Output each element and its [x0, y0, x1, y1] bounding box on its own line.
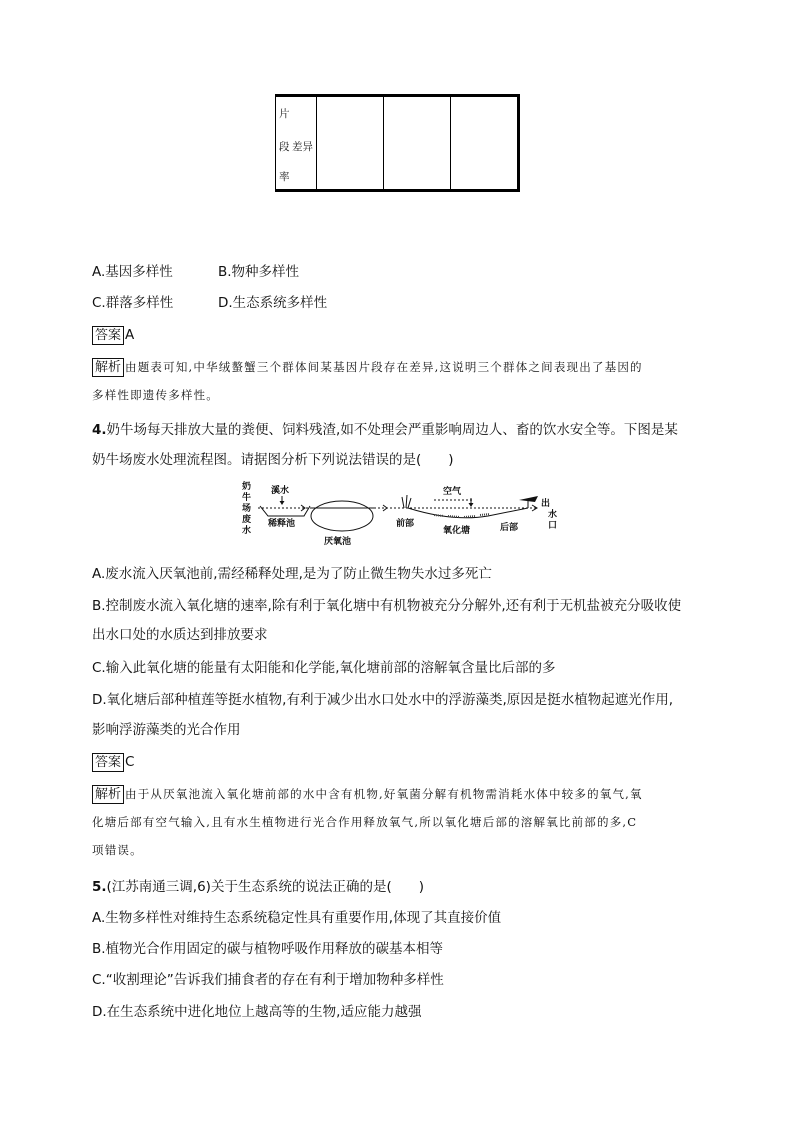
diagram-air-label: 空气 [443, 487, 462, 497]
diagram-stream-label: 溪水 [271, 486, 290, 496]
analysis-text: 由于从厌氧池流入氧化塘前部的水中含有机物,好氧菌分解有机物需消耗水体中较多的氧气,氧 [125, 787, 643, 801]
q4-option-a: A.废水流入厌氧池前,需经稀释处理,是为了防止微生物失水过多死亡 [92, 566, 492, 582]
analysis-text: 化塘后部有空气输入,且有水生植物进行光合作用释放氧气,所以氧化塘后部的溶解氧比前部的多,C [92, 815, 638, 829]
row-header-char: 率 [279, 171, 290, 183]
diagram-source-char: 水 [242, 526, 252, 536]
diagram-outlet-char: 口 [548, 521, 558, 531]
analysis-text: 由题表可知,中华绒螯蟹三个群体间某基因片段存在差异,这说明三个群体之间表现出了基因的 [125, 360, 643, 374]
q5-option-a: A.生物多样性对维持生态系统稳定性具有重要作用,体现了其直接价值 [92, 910, 502, 926]
q4-stem-line1 [92, 420, 678, 440]
analysis-text: 多样性即遗传多样性。 [92, 388, 219, 402]
diagram-outlet-char: 出 [541, 499, 551, 509]
diagram-source-char: 废 [242, 515, 252, 525]
q3-option-b: B.物种多样性 [218, 264, 300, 280]
q4-option-d-line2: 影响浮游藻类的光合作用 [92, 722, 241, 738]
q3-option-d: D.生态系统多样性 [218, 295, 328, 311]
q5-stem-text: (江苏南通三调,6)关于生态系统的说法正确的是( ) [106, 879, 424, 895]
answer-label: 答案 [92, 753, 124, 772]
row-header-char: 差异 [292, 141, 313, 153]
answer-label: 答案 [92, 326, 124, 345]
diagram-source-char: 场 [242, 504, 252, 514]
q4-answer [92, 752, 134, 772]
q4-option-b-line1: B.控制废水流入氧化塘的速率,除有利于氧化塘中有机物被充分分解外,还有利于无机盐被充分吸收使 [92, 598, 682, 614]
table-cell [451, 96, 519, 191]
q3-analysis [92, 353, 704, 409]
q5-option-c: C.“收割理论”告诉我们捕食者的存在有利于增加物种多样性 [92, 972, 444, 988]
stream-arrow-head [280, 501, 285, 505]
diagram-source-char: 牛 [242, 493, 252, 503]
question-number: 5. [92, 879, 107, 895]
q4-stem-text: 奶牛场每天排放大量的粪便、饲料残渣,如不处理会严重影响周边人、畜的饮水安全等。下图是某 [106, 422, 678, 438]
wastewater-flow-diagram [238, 478, 568, 550]
diagram-oxidation-label: 氧化塘 [443, 526, 471, 536]
table-cell [317, 96, 384, 191]
answer-value: C [125, 754, 135, 770]
data-table-fragment [275, 94, 520, 192]
question-number: 4. [92, 422, 107, 438]
q4-analysis [92, 780, 704, 864]
diagram-dilution-label: 稀释池 [268, 519, 296, 529]
q4-option-d-line1: D.氧化塘后部种植莲等挺水植物,有利于减少出水口处水中的浮游藻类,原因是挺水植物起遮光作用, [92, 692, 674, 708]
table-cell [384, 96, 451, 191]
diagram-front-label: 前部 [396, 519, 415, 529]
answer-value: A [125, 327, 135, 343]
diagram-rear-label: 后部 [500, 523, 519, 533]
q3-option-a: A.基因多样性 [92, 264, 173, 280]
q4-option-c: C.输入此氧化塘的能量有太阳能和化学能,氧化塘前部的溶解氧含量比后部的多 [92, 660, 556, 676]
analysis-label: 解析 [92, 358, 124, 377]
row-header-char: 段 [279, 141, 290, 153]
table-row-header [276, 96, 317, 191]
q3-option-c: C.群落多样性 [92, 295, 174, 311]
q5-option-d: D.在生态系统中进化地位上越高等的生物,适应能力越强 [92, 1004, 422, 1020]
diagram-outlet-char: 水 [548, 510, 558, 520]
diagram-source-char: 奶 [242, 482, 252, 492]
q3-answer [92, 325, 134, 345]
q4-stem-line2: 奶牛场废水处理流程图。请据图分析下列说法错误的是( ) [92, 452, 454, 468]
q4-option-b-line2: 出水口处的水质达到排放要求 [92, 627, 268, 643]
diagram-anaerobic-label: 厌氧池 [324, 537, 352, 547]
q5-stem [92, 877, 424, 897]
anaerobic-pool-shape [311, 501, 373, 531]
analysis-label: 解析 [92, 785, 124, 804]
analysis-text: 项错误。 [92, 843, 143, 857]
air-arrow-head [469, 503, 474, 507]
plant-icon [402, 495, 411, 508]
row-header-char: 片 [279, 108, 290, 120]
q5-option-b: B.植物光合作用固定的碳与植物呼吸作用释放的碳基本相等 [92, 941, 444, 957]
